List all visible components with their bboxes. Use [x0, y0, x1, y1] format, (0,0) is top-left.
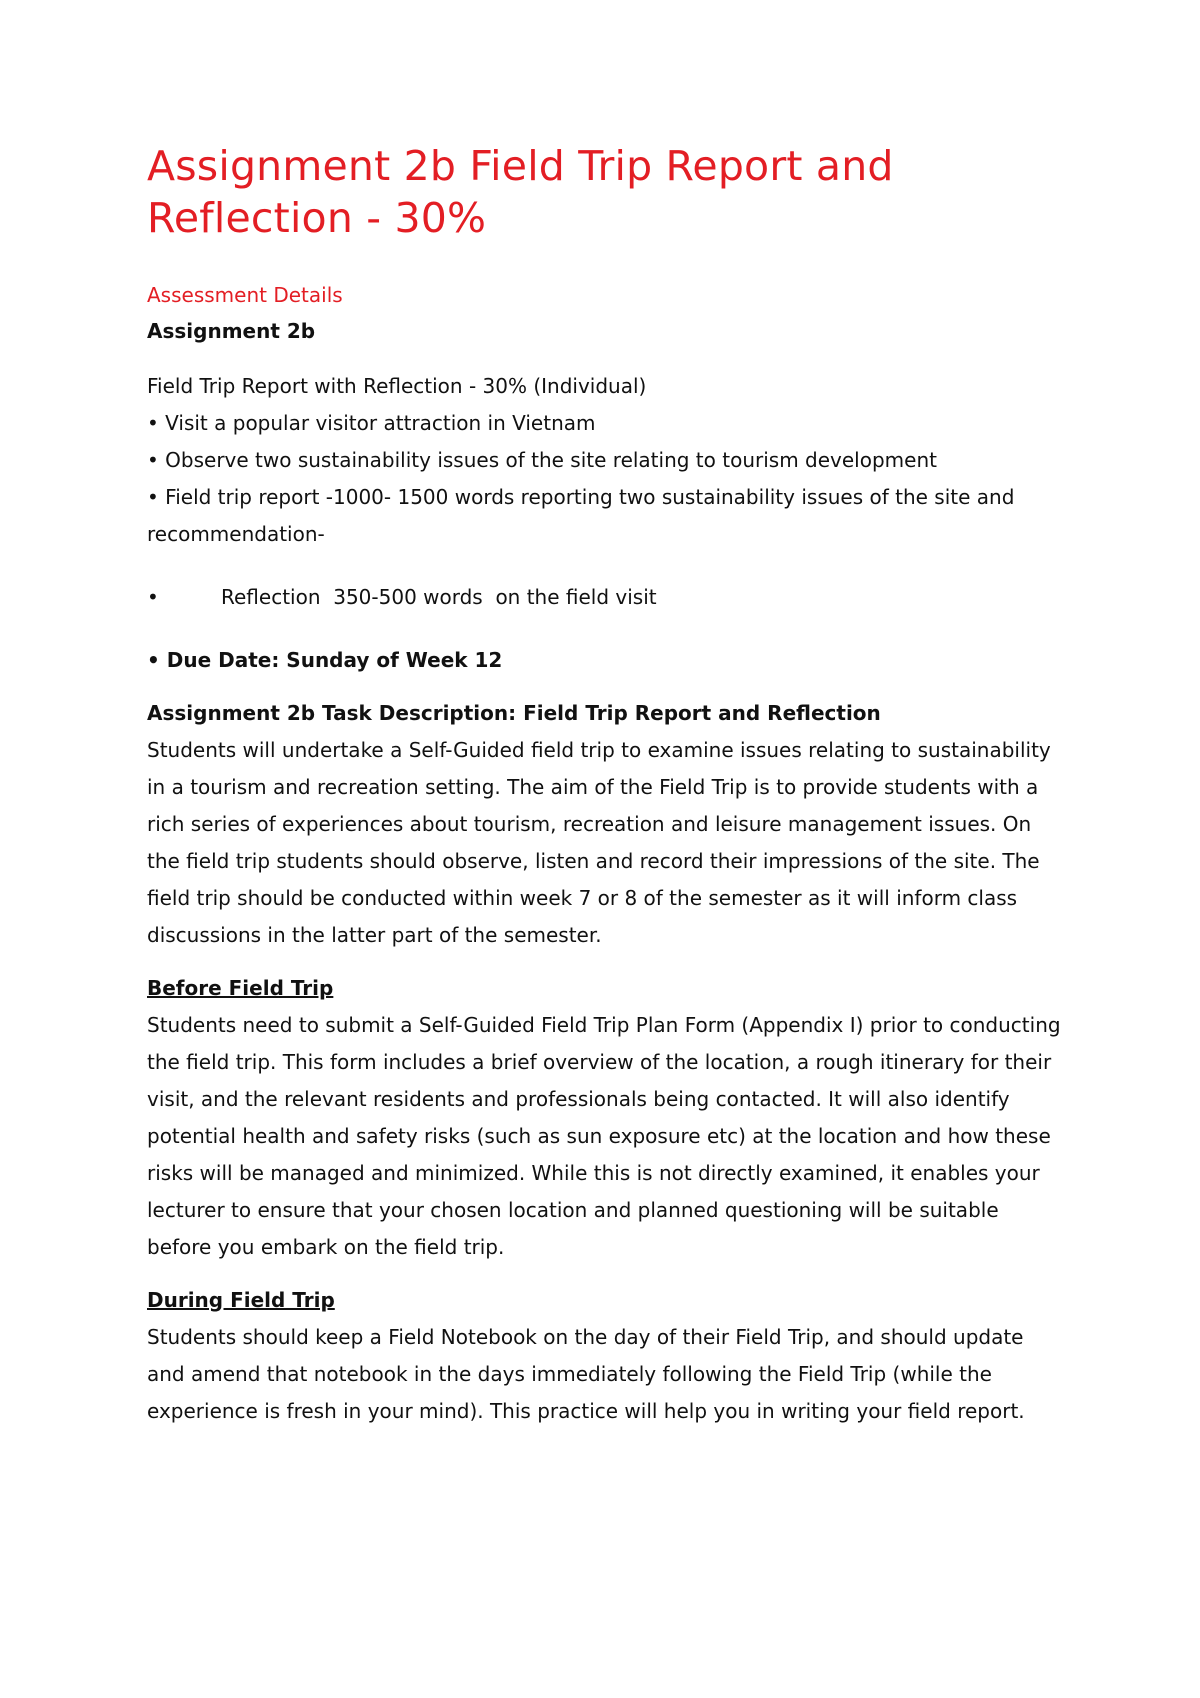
bullet-item: • Observe two sustainability issues of the site relating to tourism development	[147, 448, 937, 472]
summary-block	[147, 368, 1067, 553]
due-date: • Due Date: Sunday of Week 12	[147, 648, 503, 672]
document-title: Assignment 2b Field Trip Report and Reflection - 30%	[147, 142, 894, 242]
reflection-bullet-text: Reflection 350-500 words on the field visit	[221, 585, 657, 609]
assignment-label: Assignment 2b	[147, 319, 316, 343]
document-page	[147, 140, 1067, 1430]
task-description-heading: Assignment 2b Task Description: Field Trip Report and Reflection	[147, 701, 881, 725]
summary-line: Field Trip Report with Reflection - 30% (Individual)	[147, 374, 647, 398]
bullet-dot: •	[147, 585, 159, 609]
during-field-trip-heading: During Field Trip	[147, 1288, 335, 1312]
before-field-trip-heading: Before Field Trip	[147, 976, 334, 1000]
bullet-item: • Visit a popular visitor attraction in Vietnam	[147, 411, 596, 435]
during-field-trip-body: Students should keep a Field Notebook on the day of their Field Trip, and should update and amend that notebook in the days immediately following the Field Trip (while the experience is fresh in your mind). This practice will help you in writing your field report.	[147, 1325, 1025, 1423]
task-description-body: Students will undertake a Self-Guided field trip to examine issues relating to sustainability in a tourism and recreation setting. The aim of the Field Trip is to provide students with a rich series of experiences about tourism, recreation and leisure management issues. On the field trip students should observe, listen and record their impressions of the site. The field trip should be conducted within week 7 or 8 of the semester as it will inform class discussions in the latter part of the semester.	[147, 738, 1051, 947]
assessment-details-label: Assessment Details	[147, 283, 343, 307]
reflection-bullet	[147, 579, 1067, 616]
before-field-trip-body: Students need to submit a Self-Guided Field Trip Plan Form (Appendix I) prior to conducting the field trip. This form includes a brief overview of the location, a rough itinerary for their visit, and the relevant residents and professionals being contacted. It will also identify potential health and safety risks (such as sun exposure etc) at the location and how these risks will be managed and minimized. While this is not directly examined, it enables your lecturer to ensure that your chosen location and planned questioning will be suitable before you embark on the field trip.	[147, 1013, 1061, 1259]
bullet-item: • Field trip report -1000- 1500 words reporting two sustainability issues of the site and recommendation-	[147, 485, 1015, 546]
